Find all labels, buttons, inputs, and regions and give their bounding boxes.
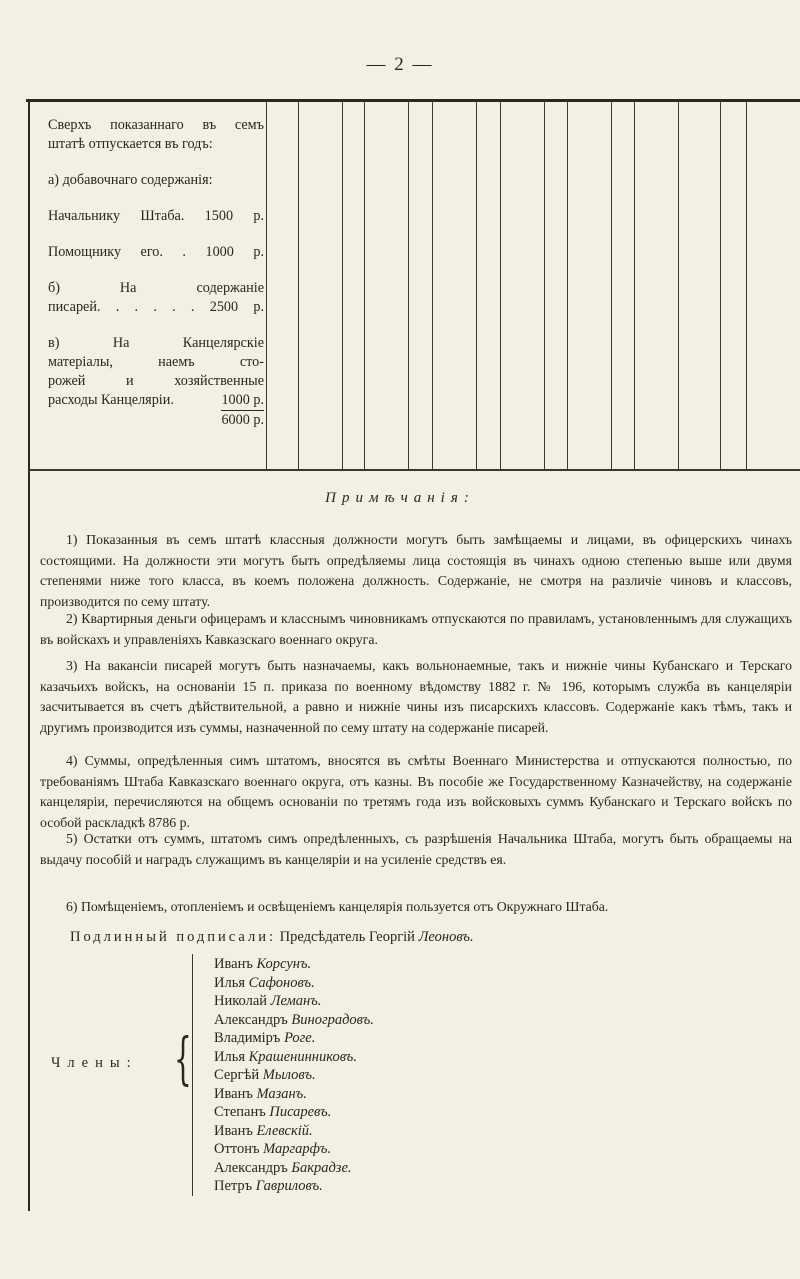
note-3: 3) На вакансіи писарей могутъ быть назначаемы, какъ вольнонаемные, такъ и нижніе чины Кубанскаго и Терскаго казачьихъ войскъ, на основаніи 15 п. приказа по военному вѣдомству 1882 г. № 196, которымъ служба въ канцеляріи засчитывается въ счетъ дѣйствительной, а равно и нижніе чины изъ писарскихъ классовъ. Содержаніе какъ тѣмъ, такъ и другимъ производится изъ суммы, назначенной по сему штату на содержаніе писарей.	[40, 658, 792, 735]
item-v-line: в) На Канцелярскіе	[48, 335, 264, 351]
members-bracket-rule	[192, 954, 193, 1196]
member-entry: Иванъ Елевскій.	[214, 1122, 313, 1139]
member-entry: Степанъ Писаревъ.	[214, 1104, 332, 1120]
table-column-rule	[364, 101, 365, 469]
table-column-rule	[432, 101, 433, 469]
table-column-rule	[476, 101, 477, 469]
table-column-rule	[500, 101, 501, 469]
item-b-line: писарей. . . . . . 2500 р.	[48, 299, 264, 315]
intro-line: Сверхъ показаннаго въ семъ	[48, 117, 264, 133]
note-2: 2) Квартирныя деньги офицерамъ и класснымъ чиновникамъ отпускаются по правиламъ, установленнымъ для служащихъ въ войскахъ и управленіяхъ Кавказскаго военнаго округа.	[40, 611, 792, 647]
member-entry: Николай Леманъ.	[214, 993, 322, 1009]
table-top-rule	[26, 99, 800, 102]
member-entry: Иванъ Мазанъ.	[214, 1085, 307, 1102]
member-entry: Александръ Бакрадзе.	[214, 1159, 352, 1176]
table-column-rule	[634, 101, 635, 469]
table-column-rule	[298, 101, 299, 469]
brace-glyph: {	[174, 1027, 192, 1092]
chief-allowance: Начальнику Штаба. 1500 р.	[48, 208, 264, 224]
item-v-amount: 1000 р.	[221, 391, 264, 411]
item-v-text: расходы Канцеляріи.	[48, 392, 174, 408]
table-column-rule	[544, 101, 545, 469]
member-entry: Иванъ Корсунъ.	[214, 956, 312, 972]
member-entry: Илья Крашенинниковъ.	[214, 1048, 357, 1065]
members-list	[214, 955, 374, 1196]
table-column-rule	[611, 101, 612, 469]
notes-heading: Примѣчанія:	[325, 490, 475, 506]
members-label: Члены:	[51, 1055, 138, 1071]
chair-surname: Леоновъ.	[418, 929, 474, 945]
note-6: 6) Помѣщеніемъ, отопленіемъ и освѣщеніемъ канцелярія пользуется отъ Окружнаго Штаба.	[66, 899, 609, 914]
page-number: — 2 —	[366, 54, 434, 75]
page-left-rule	[28, 99, 30, 1211]
member-entry: Оттонъ Маргарфъ.	[214, 1141, 332, 1157]
chair-title: Предсѣдатель Георгій	[279, 929, 415, 945]
member-entry: Илья Сафоновъ.	[214, 974, 315, 991]
item-a-label: а) добавочнаго содержанія:	[48, 172, 213, 188]
member-entry: Александръ Виноградовъ.	[214, 1011, 374, 1028]
item-v-line: матеріалы, наемъ сто-	[48, 354, 264, 370]
note-1: 1) Показанныя въ семъ штатѣ классныя должности могутъ быть замѣщаемы и лицами, въ офицерскихъ чинахъ состоящими. На должности эти могутъ быть опредѣляемы лица состоящія въ чинахъ одною степенью выше или двумя степенями ниже того класса, въ коемъ положена должность. Содержаніе, не смотря на различіе чиновъ и классовъ, производится по сему штату.	[40, 532, 792, 609]
note-5: 5) Остатки отъ суммъ, штатомъ симъ опредѣленныхъ, съ разрѣшенія Начальника Штаба, могутъ быть обращаемы на выдачу пособій и наградъ служащимъ въ канцеляріи и на усиленіе средствъ ея.	[40, 831, 792, 867]
item-b-line: б) На содержаніе	[48, 280, 264, 296]
member-entry: Сергѣй Мыловъ.	[214, 1067, 316, 1083]
table-column-rule	[408, 101, 409, 469]
table-column-rule	[342, 101, 343, 469]
signatures-line	[70, 929, 474, 946]
allowances-total: 6000 р.	[221, 412, 264, 428]
member-entry: Петръ Гавриловъ.	[214, 1178, 323, 1194]
table-bottom-rule	[28, 469, 800, 471]
table-column-rule	[678, 101, 679, 469]
table-column-rule	[266, 101, 267, 469]
intro-line: штатѣ отпускается въ годъ:	[48, 136, 213, 152]
note-4: 4) Суммы, опредѣленныя симъ штатомъ, вносятся въ смѣты Военнаго Министерства и отпускаются полностью, по требованіямъ Штаба Кавказскаго военнаго округа, отъ казны. Въ пособіе же Государственному Казначейству, на содержаніе канцеляріи, перечисляются на общемъ основаніи по третямъ года изъ войсковыхъ суммъ Кубанскаго и Терскаго войскъ по особой раскладкѣ 8786 р.	[40, 753, 792, 830]
table-column-rule	[567, 101, 568, 469]
table-column-rule	[720, 101, 721, 469]
item-v-line: рожей и хозяйственные	[48, 373, 264, 389]
table-column-rule	[746, 101, 747, 469]
item-v-line	[48, 391, 264, 411]
assistant-allowance: Помощнику его. . 1000 р.	[48, 244, 264, 260]
signed-label: Подлинный подписали:	[70, 929, 277, 945]
supplementary-allowances	[48, 116, 264, 430]
member-entry: Владиміръ Роге.	[214, 1030, 316, 1046]
